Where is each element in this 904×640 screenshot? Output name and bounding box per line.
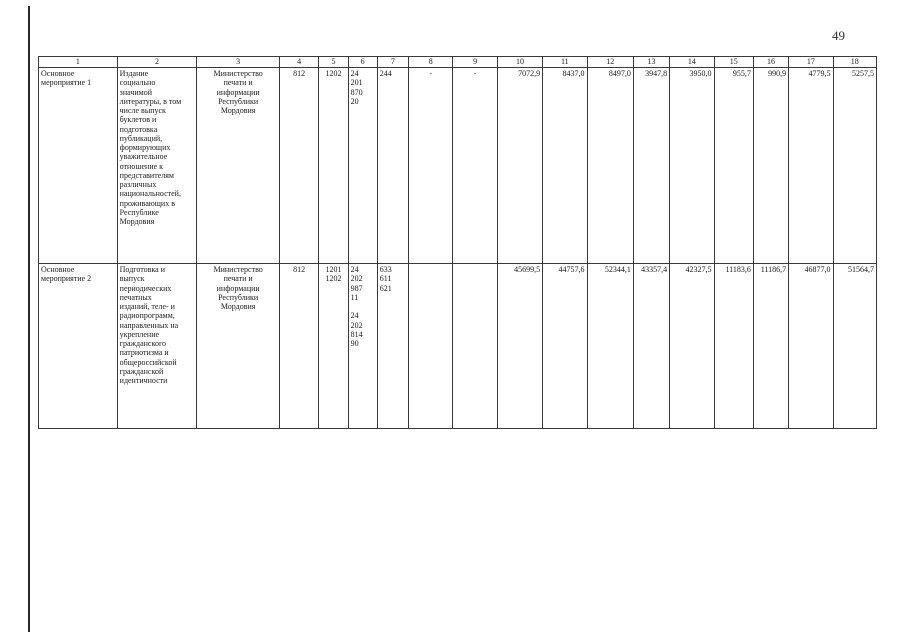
cell-line: 11 — [350, 292, 359, 302]
header-col-9: 9 — [453, 57, 497, 68]
header-col-4: 4 — [280, 57, 319, 68]
cell-line: буклетов и — [119, 115, 157, 125]
header-col-5: 5 — [319, 57, 348, 68]
header-col-13: 13 — [633, 57, 669, 68]
value-col-12: 52344,1 — [587, 264, 633, 429]
header-col-1: 1 — [39, 57, 118, 68]
cell-line: патриотизма и — [119, 348, 169, 358]
cell-line: формирующих — [119, 143, 171, 153]
value-col-18: 51564,7 — [833, 264, 877, 429]
cell-line: 1202 — [325, 274, 342, 284]
cell-line: направленных на — [119, 320, 179, 330]
header-col-11: 11 — [543, 57, 587, 68]
value-col-15: 955,7 — [714, 68, 753, 264]
cell-line: Основное — [41, 69, 75, 78]
cell-line: гражданской — [119, 366, 164, 376]
cell-line: Республики — [218, 292, 259, 302]
header-col-3: 3 — [197, 57, 280, 68]
value-col-16: 990,9 — [753, 68, 788, 264]
column-number-header — [39, 57, 877, 68]
value-col-13: 3947,8 — [633, 68, 669, 264]
header-col-7: 7 — [377, 57, 408, 68]
cell-line: печати и — [223, 78, 253, 88]
cell-line: печати и — [223, 274, 253, 284]
value-col-12: 8497,0 — [587, 68, 633, 264]
cell-line: Мордовия — [220, 302, 256, 312]
cell-line: радиопрограмм, — [119, 311, 175, 321]
section-code — [319, 68, 348, 264]
header-col-14: 14 — [670, 57, 714, 68]
cell-line: 24 — [350, 265, 359, 274]
cell-line: подготовка — [119, 124, 158, 134]
cell-line: 611 — [379, 274, 392, 284]
table-row — [39, 68, 877, 264]
value-col-11: 8437,0 — [543, 68, 587, 264]
cell-line: литературы, в том — [119, 96, 182, 106]
cell-line: 24 — [350, 69, 359, 78]
cell-line: Мордовия — [220, 106, 256, 116]
header-col-10: 10 — [497, 57, 542, 68]
cell-line: национальностей, — [119, 189, 181, 199]
cell-line: публикаций, — [119, 133, 163, 143]
cell-line: 870 — [350, 87, 363, 97]
cell-line: различных — [119, 180, 157, 190]
cell-line: 1202 — [325, 69, 342, 78]
grbs-code: 812 — [280, 264, 319, 429]
cell-line: 20 — [350, 96, 359, 106]
cell-line: выпуск — [119, 274, 145, 284]
cell-line: укрепление — [119, 329, 160, 339]
cell-line: 202 — [350, 274, 363, 284]
cell-line: Мордовия — [119, 217, 155, 227]
value-col-14: 42327,5 — [670, 264, 714, 429]
cell-line: 90 — [350, 339, 359, 349]
cell-line: информации — [216, 87, 260, 97]
cell-line: представителям — [119, 170, 174, 180]
cell-line: идентичности — [119, 376, 168, 386]
cell-line: печатных — [119, 292, 152, 302]
cell-line: Министерство — [213, 69, 263, 78]
activity-name — [39, 264, 118, 429]
value-col-18: 5257,5 — [833, 68, 877, 264]
value-col-17: 4779,5 — [789, 68, 833, 264]
cell-line: Подготовка и — [119, 265, 166, 274]
cell-line: Республики — [218, 96, 259, 106]
cell-line: числе выпуск — [119, 106, 166, 116]
value-col-17: 46877,0 — [789, 264, 833, 429]
target-article-code — [348, 264, 377, 429]
col-8-value: - — [409, 68, 453, 264]
cell-line: 987 — [350, 283, 363, 293]
value-col-14: 3950,0 — [670, 68, 714, 264]
activity-name — [39, 68, 118, 264]
header-col-12: 12 — [587, 57, 633, 68]
value-col-11: 44757,6 — [543, 264, 587, 429]
cell-line: 814 — [350, 329, 363, 339]
cell-line: 633 — [379, 265, 392, 274]
cell-line: 24 — [350, 311, 359, 321]
page-left-edge-line — [28, 6, 30, 632]
header-col-6: 6 — [348, 57, 377, 68]
header-col-17: 17 — [789, 57, 833, 68]
cell-line: Республике — [119, 207, 159, 217]
cell-line: значимой — [119, 87, 152, 97]
expense-type-code — [377, 68, 408, 264]
cell-line: информации — [216, 283, 260, 293]
executor — [197, 264, 280, 429]
cell-line: отношение к — [119, 161, 164, 171]
section-code — [319, 264, 348, 429]
col-9-value: - — [453, 68, 497, 264]
cell-line: общероссийской — [119, 357, 177, 367]
cell-line: социально — [119, 78, 156, 88]
expense-type-code — [377, 264, 408, 429]
cell-line: мероприятие 1 — [41, 78, 92, 88]
cell-line: 202 — [350, 320, 363, 330]
header-col-18: 18 — [833, 57, 877, 68]
header-col-2: 2 — [117, 57, 197, 68]
activity-description — [117, 264, 197, 429]
cell-line: 201 — [350, 78, 363, 88]
cell-line: уважительное — [119, 152, 168, 162]
page-number: 49 — [832, 28, 845, 43]
cell-line — [351, 302, 375, 311]
value-col-10: 7072,9 — [497, 68, 542, 264]
cell-line: Издание — [119, 69, 149, 78]
target-article-code — [348, 68, 377, 264]
col-9-value — [453, 264, 497, 429]
cell-line: периодических — [119, 283, 172, 293]
header-col-15: 15 — [714, 57, 753, 68]
value-col-16: 11186,7 — [753, 264, 788, 429]
budget-table — [38, 56, 877, 429]
cell-line: изданий, теле- и — [119, 302, 175, 312]
cell-line: 244 — [379, 69, 392, 78]
cell-line: Министерство — [213, 265, 263, 274]
header-col-8: 8 — [409, 57, 453, 68]
value-col-10: 45699,5 — [497, 264, 542, 429]
cell-line: мероприятие 2 — [41, 274, 92, 284]
col-8-value — [409, 264, 453, 429]
cell-line: проживающих в — [119, 198, 175, 208]
header-col-16: 16 — [753, 57, 788, 68]
cell-line: гражданского — [119, 339, 167, 349]
value-col-15: 11183,6 — [714, 264, 753, 429]
cell-line: Основное — [41, 265, 75, 274]
value-col-13: 43357,4 — [633, 264, 669, 429]
grbs-code: 812 — [280, 68, 319, 264]
table-row — [39, 264, 877, 429]
cell-line: 621 — [379, 283, 392, 293]
cell-line: 1201 — [325, 265, 342, 274]
activity-description — [117, 68, 197, 264]
executor — [197, 68, 280, 264]
